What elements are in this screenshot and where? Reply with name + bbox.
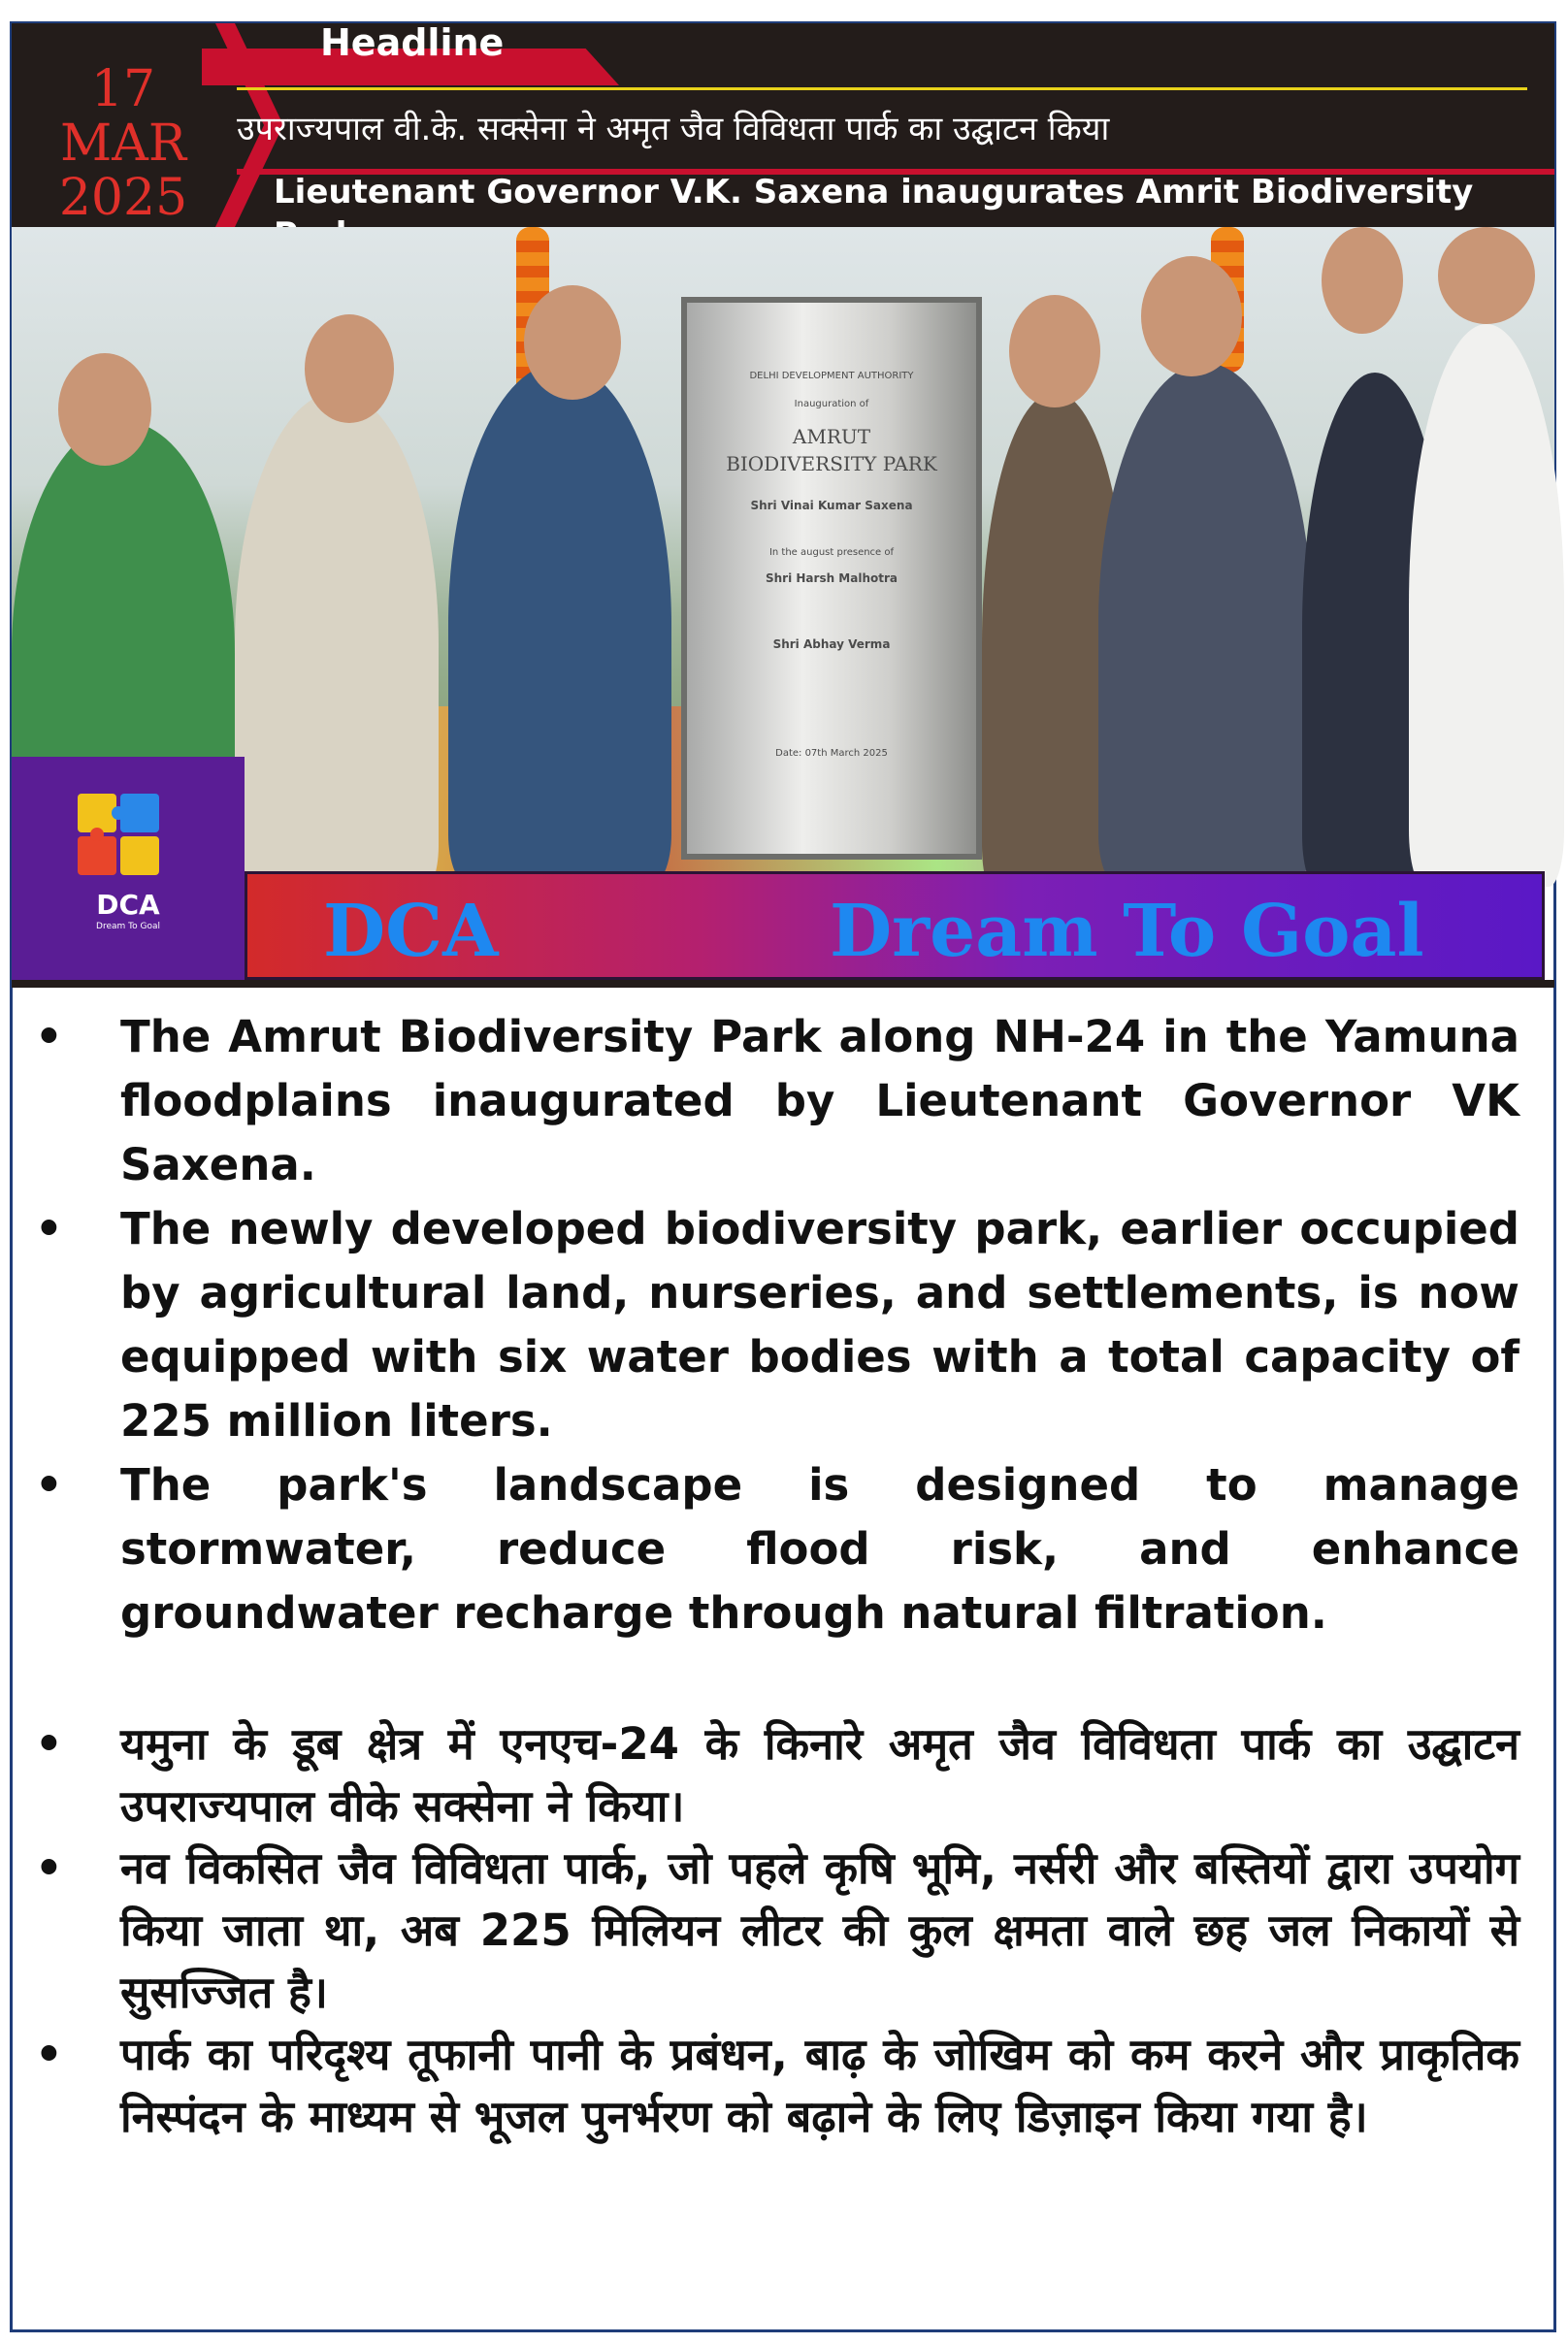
english-point [35,1453,1519,1645]
hindi-point [35,2024,1519,2148]
person-head [1141,256,1242,376]
headline-hindi: उपराज्यपाल वी.के. सक्सेना ने अमृत जैव विविधता पार्क का उद्घाटन किया [237,110,1110,148]
plaque-by: Shri Vinai Kumar Saxena [750,499,913,512]
hindi-point-text: यमुना के डूब क्षेत्र में एनएच-24 के किनारे अमृत जैव विविधता पार्क का उद्घाटन उपराज्यपाल वीके सक्सेना ने किया। [120,1718,1519,1832]
person-head [305,314,394,423]
bullet-dot: • [35,1011,63,1062]
plaque-presence: In the august presence of [768,547,895,558]
person-head [58,353,151,466]
header-rule-yellow [237,87,1527,90]
hindi-point-text: पार्क का परिदृश्य तूफानी पानी के प्रबंधन, बाढ़ के जोखिम को कम करने और प्राकृतिक निस्पंदन के माध्यम से भूजल पुनर्भरण को बढ़ाने के लिए डिज़ाइन किया गया है। [120,2029,1519,2142]
person-head [1009,295,1100,407]
headline-label: Headline [320,21,505,64]
plaque-date: Date: 07th March 2025 [775,748,888,759]
puzzle-icon [78,794,165,881]
logo-subtitle: Dream To Goal [96,922,160,931]
english-point-text: The park's landscape is designed to manage stormwater, reduce flood risk, and enhance groundwater recharge through natural filtration. [120,1459,1519,1639]
hindi-point-text: नव विकसित जैव विविधता पार्क, जो पहले कृषि भूमि, नर्सरी और बस्तियों द्वारा उपयोग किया जाता था, अब 225 मिलियन लीटर की कुल क्षमता वाले छह जल निकायों से सुसज्जित है। [120,1842,1519,2018]
plaque-inauguration: Inauguration of [794,399,869,409]
date-month: MAR [60,114,186,173]
bullet-dot: • [35,2029,63,2080]
person-man-1 [235,392,439,896]
hindi-point [35,1838,1519,2024]
english-point [35,1197,1519,1453]
bullet-dot: • [35,1718,63,1770]
bullet-dot: • [35,1459,63,1511]
person-lt-governor [448,363,671,887]
plaque-title-2: BIODIVERSITY PARK [726,452,937,475]
english-point [35,1005,1519,1197]
person-head [524,285,621,400]
plaque-mla: Shri Abhay Verma [772,637,891,651]
hindi-point [35,1713,1519,1838]
inauguration-plaque [681,297,982,860]
plaque-title-1: AMRUT [792,425,871,448]
bullet-dot: • [35,1842,63,1894]
person-head [1438,227,1535,324]
news-points [35,1005,1519,2148]
plaque-authority: DELHI DEVELOPMENT AUTHORITY [749,371,914,381]
bullet-dot: • [35,1203,63,1254]
english-point-text: The Amrut Biodiversity Park along NH-24 in the Yamuna floodplains inaugurated by Lieutenant Governor VK Saxena. [120,1011,1519,1190]
banner-dca-text: DCA [323,890,499,973]
logo-text: DCA [96,889,160,921]
plaque-guest: Shri Harsh Malhotra [765,571,898,585]
person-head [1322,227,1403,334]
banner-slogan: Dream To Goal [830,890,1424,973]
person-man-3 [1098,363,1312,887]
section-gap [35,1645,1519,1713]
date-day: 17 [90,60,156,118]
headline-english: Lieutenant Governor V.K. Saxena inaugurates Amrit Biodiversity [274,173,1474,212]
english-point-text: The newly developed biodiversity park, earlier occupied by agricultural land, nurseries, and settlements, is now equipped with six water bodies with a total capacity of 225 million liters. [120,1203,1519,1447]
date-year: 2025 [58,169,188,227]
person-man-5 [1409,324,1564,887]
banner-underline [12,980,1554,988]
headline-header [12,23,1554,227]
dca-logo [12,757,245,986]
dca-banner [245,871,1545,980]
